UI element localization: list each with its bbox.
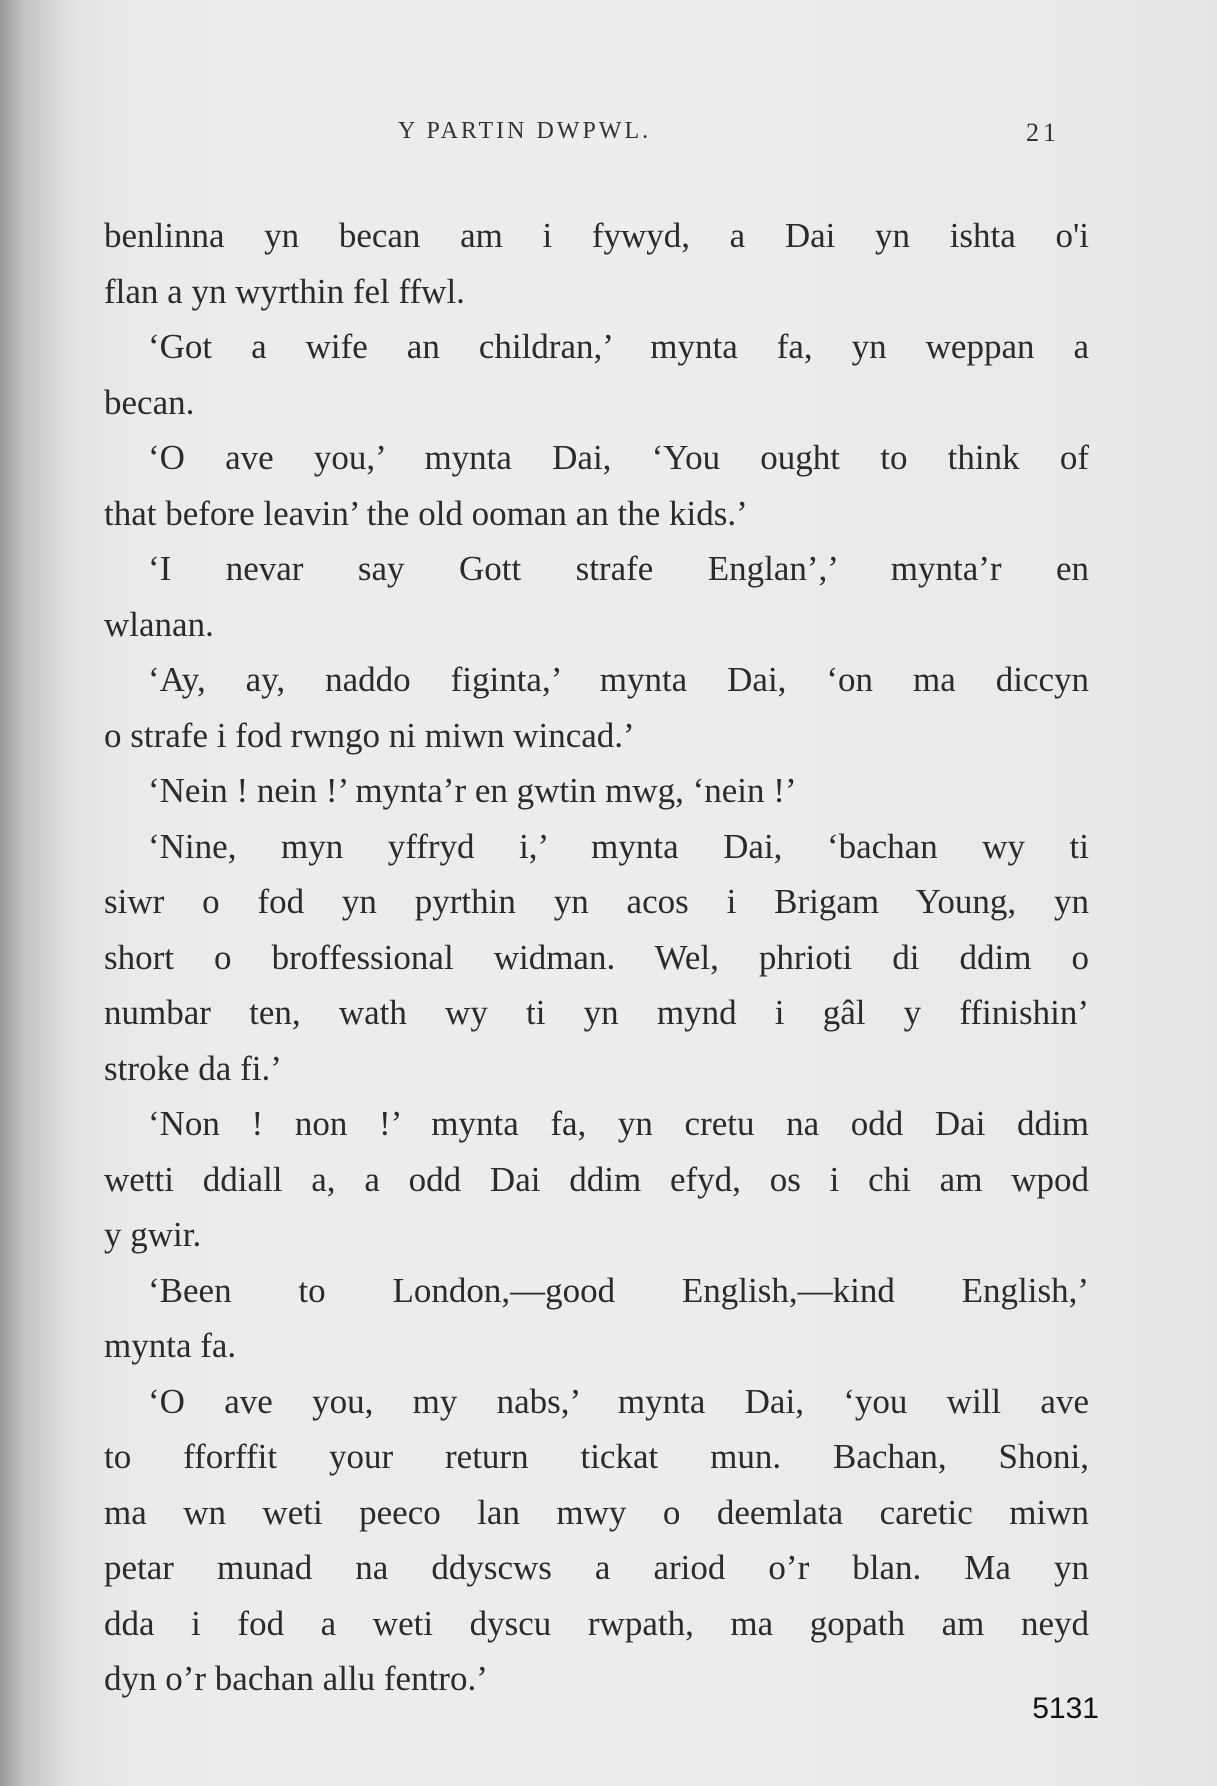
text-line: stroke da fi.’ — [104, 1048, 282, 1088]
text-line: short o broffessional widman. Wel, phrioti di ddim o — [104, 937, 1089, 977]
text-line: wetti ddiall a, a odd Dai ddim efyd, os i chi am wpod — [104, 1159, 1089, 1199]
body-text — [104, 208, 1089, 1707]
text-line: o strafe i fod rwngo ni miwn wincad.’ — [104, 715, 635, 755]
text-line: ‘Got a wife an childran,’ mynta fa, yn weppan a — [148, 327, 1089, 366]
text-line: siwr o fod yn pyrthin yn acos i Brigam Young, yn — [104, 882, 1089, 921]
text-line: wlanan. — [104, 604, 214, 644]
running-head — [100, 118, 1080, 158]
text-line: ‘Ay, ay, naddo figinta,’ mynta Dai, ‘on ma diccyn — [148, 660, 1089, 699]
text-line: ‘Nine, myn yffryd i,’ mynta Dai, ‘bachan wy ti — [148, 826, 1089, 866]
text-line: petar munad na ddyscws a ariod o’r blan. Ma yn — [104, 1548, 1089, 1587]
text-line: ma wn weti peeco lan mwy o deemlata caretic miwn — [104, 1492, 1089, 1532]
text-line: ‘Nein ! nein !’ mynta’r en gwtin mwg, ‘nein !’ — [148, 771, 797, 810]
text-line: that before leavin’ the old ooman an the kids.’ — [104, 493, 748, 533]
text-line: ‘O ave you,’ mynta Dai, ‘You ought to think of — [148, 438, 1089, 477]
text-line: ‘Been to London,—good English,—kind English,’ — [148, 1270, 1089, 1310]
text-line: ‘I nevar say Gott strafe Englan’,’ mynta’r en — [148, 549, 1089, 588]
text-line: dda i fod a weti dyscu rwpath, ma gopath am neyd — [104, 1603, 1089, 1643]
text-line: flan a yn wyrthin fel ffwl. — [104, 271, 465, 311]
text-line: ‘Non ! non !’ mynta fa, yn cretu na odd Dai ddim — [148, 1104, 1089, 1143]
text-line: benlinna yn becan am i fywyd, a Dai yn ishta o'i — [104, 216, 1089, 255]
text-line: becan. — [104, 382, 195, 422]
text-line: mynta fa. — [104, 1326, 237, 1365]
archive-number: 5131 — [1032, 1692, 1099, 1725]
page-number: 21 — [1026, 118, 1060, 147]
text-line: y gwir. — [104, 1215, 202, 1254]
text-line: dyn o’r bachan allu fentro.’ — [104, 1659, 488, 1698]
running-title: Y PARTIN DWPWL. — [398, 118, 652, 144]
text-line: numbar ten, wath wy ti yn mynd i gâl y ffinishin’ — [104, 993, 1089, 1032]
text-line: ‘O ave you, my nabs,’ mynta Dai, ‘you will ave — [148, 1381, 1089, 1421]
text-line: to fforffit your return tickat mun. Bachan, Shoni, — [104, 1437, 1089, 1476]
